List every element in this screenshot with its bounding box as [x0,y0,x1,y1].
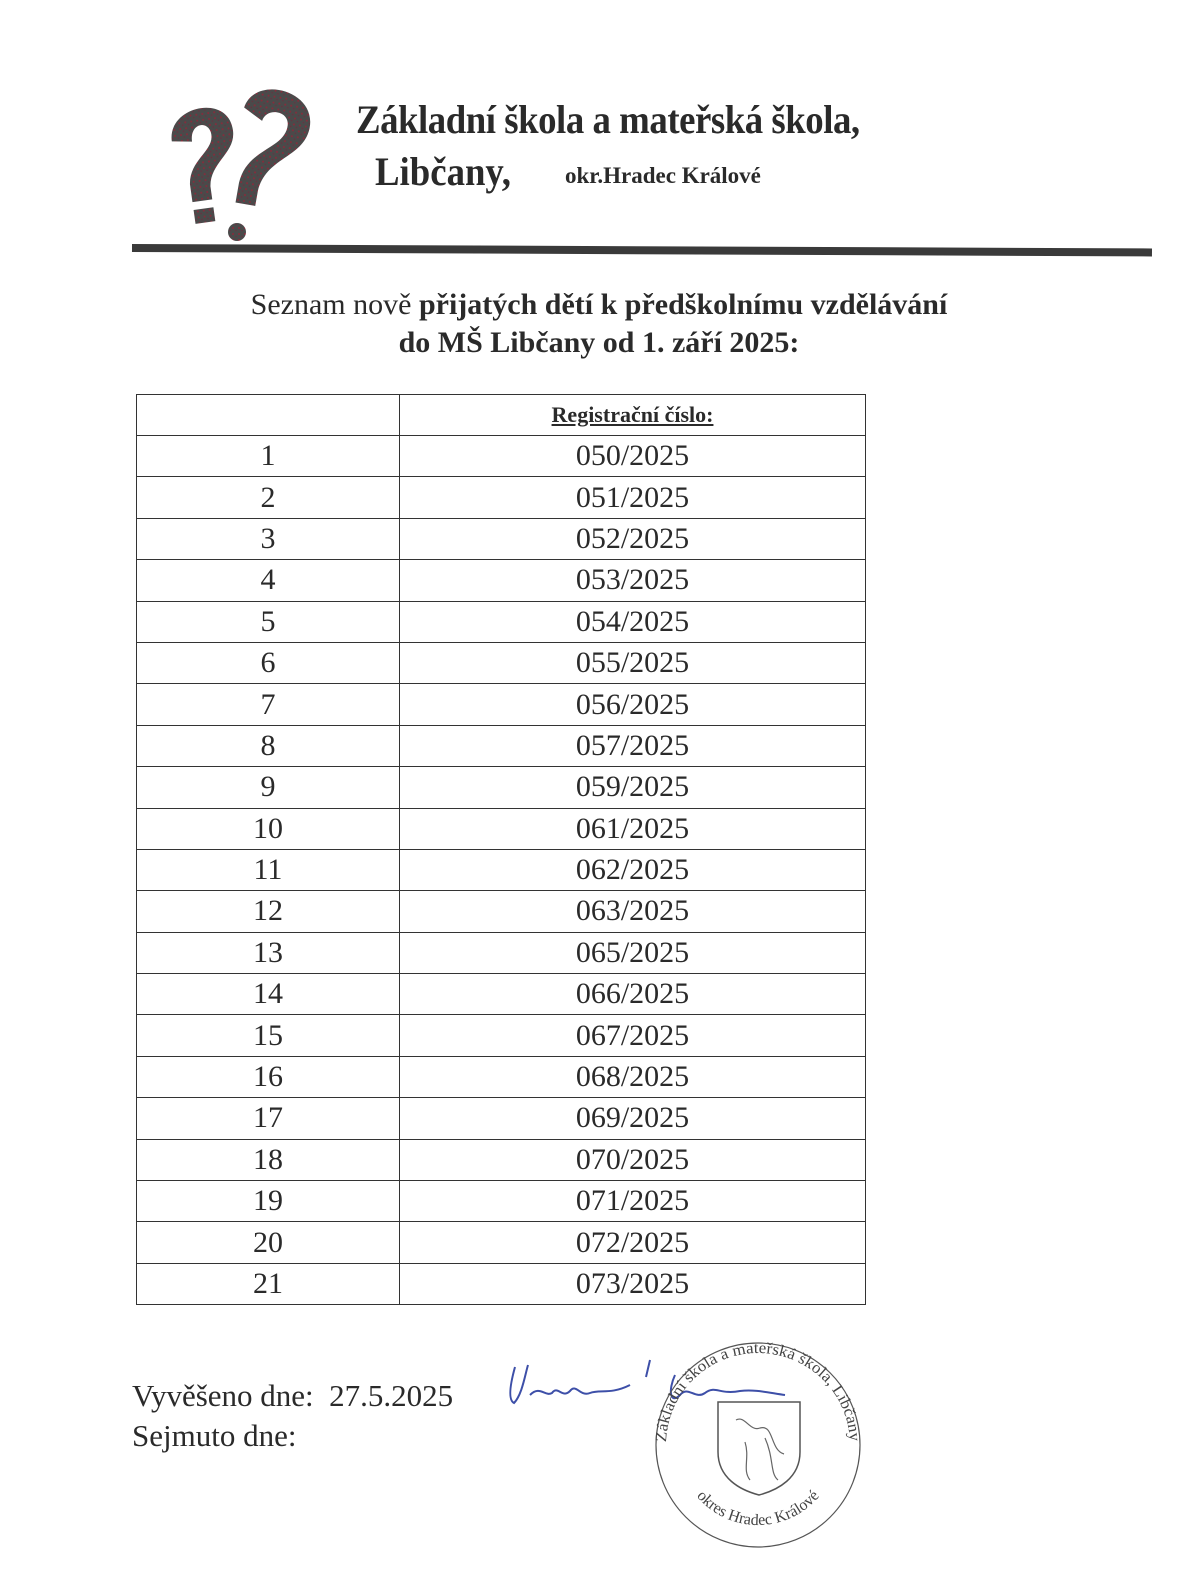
posted-date: 27.5.2025 [329,1378,454,1413]
row-number: 19 [137,1181,400,1222]
table-row [137,808,866,849]
registration-number: 050/2025 [400,436,866,477]
row-number: 11 [137,849,400,890]
table-row [137,477,866,518]
row-number: 8 [137,725,400,766]
row-number: 20 [137,1222,400,1263]
row-number: 2 [137,477,400,518]
posted-date-line [132,1378,453,1414]
header-registration-label: Registrační číslo: [551,402,714,427]
table-row [137,767,866,808]
row-number: 13 [137,932,400,973]
table-header-row [137,395,866,436]
registration-number: 068/2025 [400,1056,866,1097]
table-row [137,560,866,601]
table-row [137,849,866,890]
row-number: 10 [137,808,400,849]
row-number: 16 [137,1056,400,1097]
school-town: Libčany, [375,149,512,194]
registration-number: 051/2025 [400,477,866,518]
table-row [137,932,866,973]
row-number: 7 [137,684,400,725]
school-logo [165,82,315,242]
title-plain: Seznam nově [250,288,419,321]
table-row [137,518,866,559]
table-row [137,1263,866,1304]
row-number: 17 [137,1098,400,1139]
row-number: 18 [137,1139,400,1180]
registration-number: 056/2025 [400,684,866,725]
table-row [137,601,866,642]
registration-number: 057/2025 [400,725,866,766]
registration-number: 070/2025 [400,1139,866,1180]
row-number: 14 [137,974,400,1015]
registration-number: 065/2025 [400,932,866,973]
registration-number: 066/2025 [400,974,866,1015]
table-row [137,1015,866,1056]
school-district: okr.Hradec Králové [565,163,761,188]
registration-number: 073/2025 [400,1263,866,1304]
registration-number: 062/2025 [400,849,866,890]
table-row [137,1098,866,1139]
registration-number: 059/2025 [400,767,866,808]
title-bold: přijatých dětí k předškolnímu vzdělávání [418,288,948,321]
table-row [137,891,866,932]
row-number: 5 [137,601,400,642]
registration-number: 061/2025 [400,808,866,849]
header-number [137,395,400,436]
school-name: Základní škola a mateřská škola, [356,97,860,142]
stamp-bottom-text: okres Hradec Králové [693,1487,823,1530]
table-row [137,1056,866,1097]
row-number: 21 [137,1263,400,1304]
school-stamp [650,1340,865,1550]
header-registration [400,395,866,436]
row-number: 1 [137,436,400,477]
row-number: 3 [137,518,400,559]
registration-number: 072/2025 [400,1222,866,1263]
removed-date-label: Sejmuto dne: [132,1418,297,1453]
table-row [137,725,866,766]
table-row [137,974,866,1015]
document-title-line2: do MŠ Libčany od 1. září 2025: [398,326,800,359]
table-row [137,1181,866,1222]
table-row [137,642,866,683]
registration-number: 067/2025 [400,1015,866,1056]
header-divider [132,244,1152,256]
registration-number: 071/2025 [400,1181,866,1222]
registration-number: 053/2025 [400,560,866,601]
posted-label: Vyvěšeno dne: [132,1378,314,1413]
document-title-line1 [0,288,1198,322]
row-number: 15 [137,1015,400,1056]
table-row [137,684,866,725]
registration-number: 069/2025 [400,1098,866,1139]
registration-number: 052/2025 [400,518,866,559]
table-row [137,1222,866,1263]
row-number: 6 [137,642,400,683]
registration-table [136,394,866,1305]
row-number: 12 [137,891,400,932]
row-number: 4 [137,560,400,601]
table-row [137,1139,866,1180]
row-number: 9 [137,767,400,808]
stamp-top-text: Základní škola a mateřská škola, Libčany [652,1340,863,1443]
registration-number: 063/2025 [400,891,866,932]
table-row [137,436,866,477]
registration-number: 054/2025 [400,601,866,642]
registration-number: 055/2025 [400,642,866,683]
